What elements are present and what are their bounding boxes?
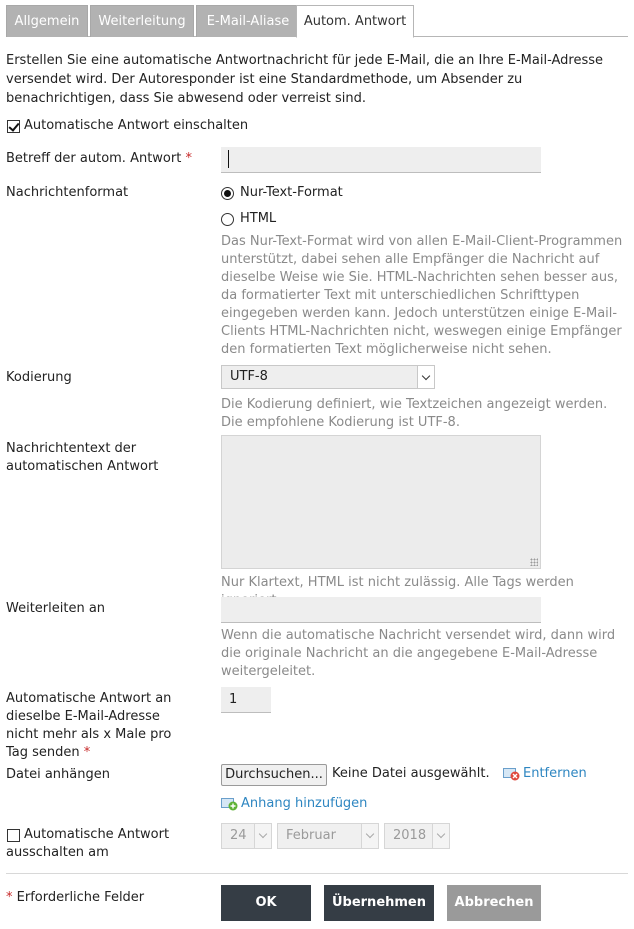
tab-email-aliase[interactable]: E-Mail-Aliase bbox=[196, 5, 300, 37]
month-select[interactable] bbox=[277, 823, 379, 849]
cancel-button[interactable]: Abbrechen bbox=[447, 885, 541, 921]
format-html-radio[interactable] bbox=[221, 213, 234, 226]
remove-attachment-link[interactable]: Entfernen bbox=[523, 766, 587, 781]
subject-input[interactable] bbox=[221, 147, 541, 173]
ok-button[interactable]: OK bbox=[221, 885, 311, 921]
forward-label: Weiterleiten an bbox=[6, 601, 106, 616]
disable-date-label: Automatische Antwort ausschalten am bbox=[6, 827, 170, 860]
resize-grip-icon[interactable] bbox=[530, 558, 538, 566]
year-value: 2018 bbox=[393, 828, 427, 843]
tab-autom-antwort[interactable]: Autom. Antwort bbox=[296, 5, 414, 38]
apply-button[interactable]: Übernehmen bbox=[324, 885, 434, 921]
chevron-down-icon bbox=[417, 366, 434, 388]
add-attachment-link[interactable]: Anhang hinzufügen bbox=[241, 796, 368, 811]
format-html-label: HTML bbox=[240, 211, 277, 226]
subject-label: Betreff der autom. Antwort * bbox=[6, 151, 192, 166]
divider bbox=[6, 873, 628, 874]
limit-input[interactable]: 1 bbox=[221, 687, 271, 713]
forward-input[interactable] bbox=[221, 597, 541, 623]
chevron-down-icon bbox=[432, 824, 449, 848]
day-select[interactable] bbox=[221, 823, 272, 849]
chevron-down-icon bbox=[254, 824, 271, 848]
attach-label: Datei anhängen bbox=[6, 767, 110, 782]
intro-text: Erstellen Sie eine automatische Antwortnachricht für jede E-Mail, die an Ihre E-Mail-Adresse versendet wird. Der Autoresponder ist eine Standardmethode, um Absender zu benachrichtigen, dass Sie abwesend oder verreist sind. bbox=[6, 53, 603, 106]
remove-icon[interactable] bbox=[503, 767, 520, 785]
month-value: Februar bbox=[286, 828, 336, 843]
encoding-hint: Die Kodierung definiert, wie Textzeichen angezeigt werden. Die empfohlene Kodierung ist UTF-8. bbox=[221, 397, 608, 430]
file-status: Keine Datei ausgewählt. bbox=[332, 766, 490, 781]
message-label: Nachrichtentext der automatischen Antwort bbox=[6, 441, 159, 474]
message-textarea[interactable] bbox=[221, 435, 541, 569]
browse-button[interactable]: Durchsuchen... bbox=[221, 764, 327, 786]
format-plaintext-label: Nur-Text-Format bbox=[240, 185, 343, 200]
message-hint: Nur Klartext, HTML ist nicht zulässig. Alle Tags werden bbox=[221, 575, 574, 590]
enable-autoreply-label: Automatische Antwort einschalten bbox=[24, 118, 249, 133]
required-note: * Erforderliche Felder bbox=[6, 890, 145, 905]
forward-hint: Wenn die automatische Nachricht versendet wird, dann wird die originale Nachricht an die angegebene E-Mail-Adresse weitergeleitet. bbox=[221, 628, 616, 679]
encoding-label: Kodierung bbox=[6, 370, 72, 385]
day-value: 24 bbox=[230, 828, 247, 843]
format-hint: Das Nur-Text-Format wird von allen E-Mail-Client-Programmen unterstützt, dabei sehen alle Empfänger die Nachricht auf dieselbe Weise wie Sie. HTML-Nachrichten sehen besser aus, da formatierter Text mit unterschiedlichen Schrifttypen eingegeben werden kann. Jedoch unterstützen einige E-Mail-Clients HTML-Nachrichten nicht, weswegen einige Empfänger den formatierten Text möglicherweise nicht sehen. bbox=[221, 234, 623, 357]
enable-autoreply-checkbox[interactable] bbox=[7, 120, 20, 133]
year-select[interactable] bbox=[384, 823, 450, 849]
encoding-select[interactable] bbox=[221, 365, 435, 389]
encoding-value: UTF-8 bbox=[230, 369, 268, 384]
tab-weiterleitung[interactable]: Weiterleitung bbox=[90, 5, 194, 37]
limit-label: Automatische Antwort an dieselbe E-Mail-Adresse nicht mehr als x Male pro Tag senden * bbox=[6, 691, 172, 760]
format-label: Nachrichtenformat bbox=[6, 185, 129, 200]
format-plaintext-radio[interactable] bbox=[221, 187, 234, 200]
text-cursor bbox=[228, 150, 229, 168]
tab-bar bbox=[6, 5, 628, 37]
add-attachment-icon[interactable] bbox=[221, 797, 238, 815]
chevron-down-icon bbox=[361, 824, 378, 848]
tab-allgemein[interactable]: Allgemein bbox=[6, 5, 88, 37]
